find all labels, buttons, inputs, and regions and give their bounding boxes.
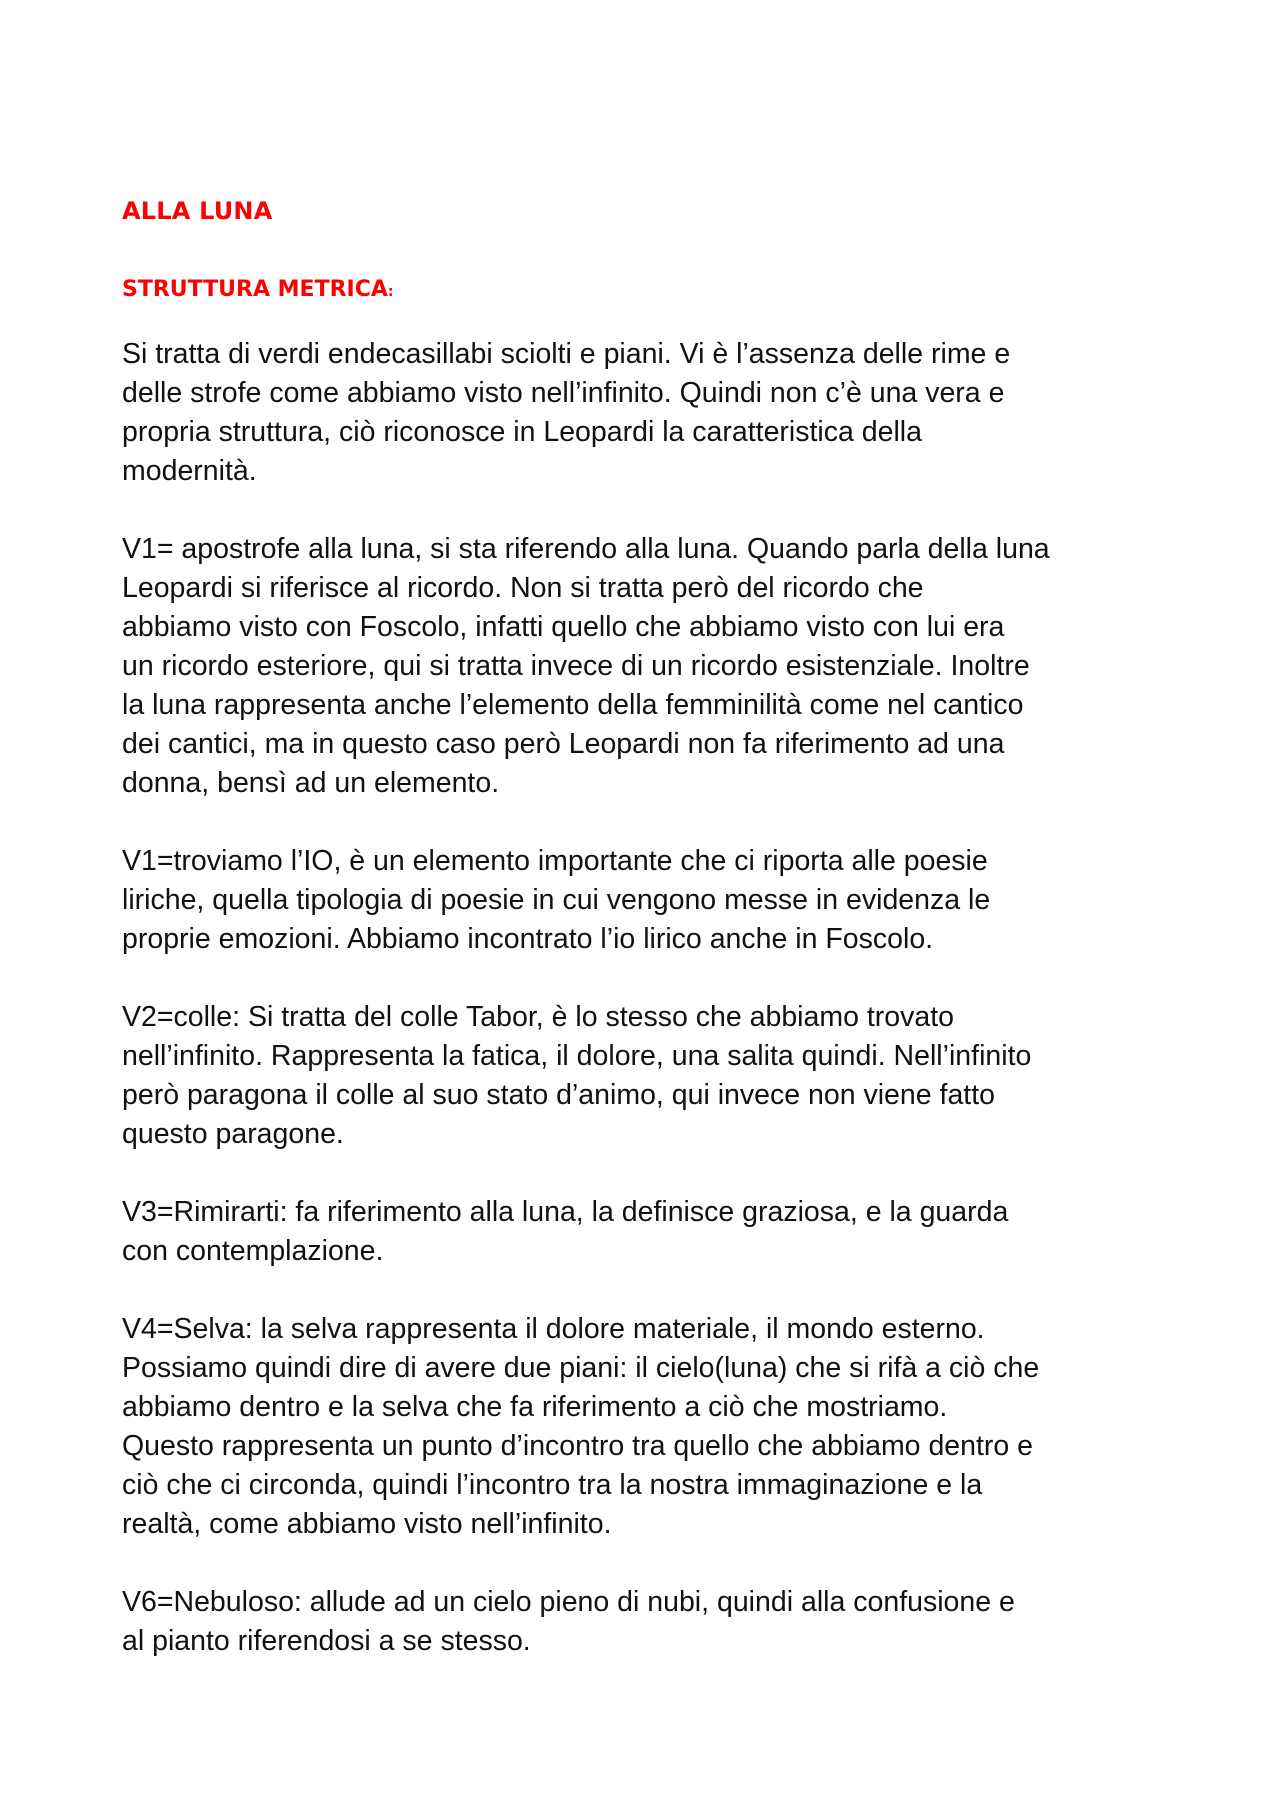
paragraph-line: nell’infinito. Rappresenta la fatica, il dolore, una salita quindi. Nell’infinito: [122, 1040, 1032, 1072]
paragraph-line: la luna rappresenta anche l’elemento della femminilità come nel cantico: [122, 689, 1024, 721]
paragraph-line: delle strofe come abbiamo visto nell’infinito. Quindi non c’è una vera e: [122, 377, 1005, 409]
paragraph: [122, 1583, 1162, 1661]
paragraph: [122, 998, 1162, 1154]
paragraph-line: donna, bensì ad un elemento.: [122, 767, 500, 799]
paragraph-line: V1=troviamo l’IO, è un elemento importante che ci riporta alle poesie: [122, 845, 988, 877]
paragraph: [122, 335, 1162, 491]
paragraph-line: modernità.: [122, 455, 257, 487]
paragraph-line: V4=Selva: la selva rappresenta il dolore materiale, il mondo esterno.: [122, 1313, 985, 1345]
paragraph-line: ciò che ci circonda, quindi l’incontro tra la nostra immaginazione e la: [122, 1469, 983, 1501]
paragraph: [122, 1310, 1162, 1544]
paragraph: [122, 530, 1162, 803]
paragraph: [122, 842, 1162, 959]
paragraph-line: Leopardi si riferisce al ricordo. Non si tratta però del ricordo che: [122, 572, 924, 604]
section-heading-text: STRUTTURA METRICA: [122, 277, 388, 302]
paragraph-line: realtà, come abbiamo visto nell’infinito.: [122, 1508, 612, 1540]
paragraph: [122, 1193, 1162, 1271]
paragraph-line: Possiamo quindi dire di avere due piani: il cielo(luna) che si rifà a ciò che: [122, 1352, 1040, 1384]
paragraph-line: Si tratta di verdi endecasillabi sciolti e piani. Vi è l’assenza delle rime e: [122, 338, 1011, 370]
paragraph-line: proprie emozioni. Abbiamo incontrato l’io lirico anche in Foscolo.: [122, 923, 934, 955]
paragraph-line: V3=Rimirarti: fa riferimento alla luna, la definisce graziosa, e la guarda: [122, 1196, 1009, 1228]
paragraph-line: al pianto riferendosi a se stesso.: [122, 1625, 531, 1657]
paragraph-line: un ricordo esteriore, qui si tratta invece di un ricordo esistenziale. Inoltre: [122, 650, 1030, 682]
paragraph-line: liriche, quella tipologia di poesie in cui vengono messe in evidenza le: [122, 884, 991, 916]
section-heading: [122, 276, 1162, 306]
paragraph-line: Questo rappresenta un punto d’incontro tra quello che abbiamo dentro e: [122, 1430, 1034, 1462]
paragraph-line: abbiamo dentro e la selva che fa riferimento a ciò che mostriamo.: [122, 1391, 948, 1423]
section-heading-colon: :: [387, 284, 394, 300]
paragraph-line: questo paragone.: [122, 1118, 344, 1150]
document-title: ALLA LUNA: [122, 197, 273, 225]
paragraph-line: dei cantici, ma in questo caso però Leopardi non fa riferimento ad una: [122, 728, 1005, 760]
paragraph-line: V2=colle: Si tratta del colle Tabor, è lo stesso che abbiamo trovato: [122, 1001, 954, 1033]
paragraph-line: V6=Nebuloso: allude ad un cielo pieno di nubi, quindi alla confusione e: [122, 1586, 1015, 1618]
document-content: [122, 196, 1162, 1661]
paragraphs-container: [122, 335, 1162, 1661]
paragraph-line: abbiamo visto con Foscolo, infatti quello che abbiamo visto con lui era: [122, 611, 1005, 643]
paragraph-line: V1= apostrofe alla luna, si sta riferendo alla luna. Quando parla della luna: [122, 533, 1050, 565]
paragraph-line: però paragona il colle al suo stato d’animo, qui invece non viene fatto: [122, 1079, 995, 1111]
paragraph-line: propria struttura, ciò riconosce in Leopardi la caratteristica della: [122, 416, 922, 448]
paragraph-line: con contemplazione.: [122, 1235, 384, 1267]
